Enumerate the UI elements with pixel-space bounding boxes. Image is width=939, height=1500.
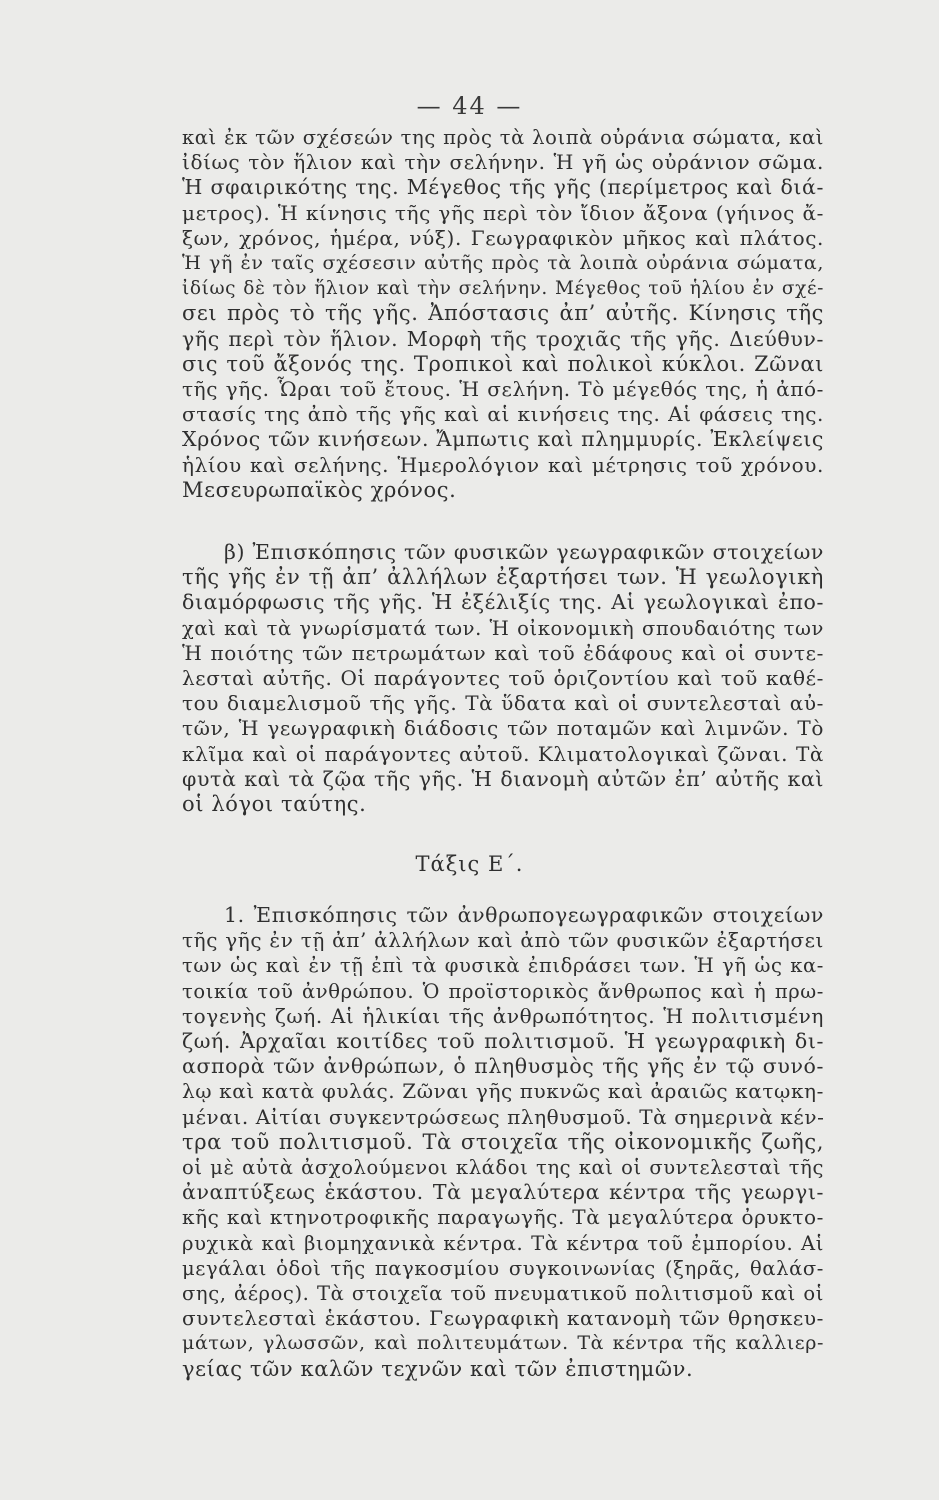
text-line: τῆς γῆς ἐν τῇ ἀπ’ ἀλλήλων καὶ ἀπὸ τῶν φυσικῶν ἐξαρτήσει: [182, 928, 824, 953]
text-line: Μεσευρωπαϊκὸς χρόνος.: [182, 477, 457, 502]
text-line: ἰδίως τὸν ἥλιον καὶ τὴν σελήνην. Ἡ γῆ ὡς οὐράνιον σῶμα.: [182, 150, 824, 175]
text-line: λεσταὶ αὐτῆς. Οἱ παράγοντες τοῦ ὁριζοντίου καὶ τοῦ καθέ-: [182, 666, 824, 691]
text-line: ἰδίως δὲ τὸν ἥλιον καὶ τὴν σελήνην. Μέγεθος τοῦ ἡλίου ἐν σχέ-: [182, 278, 824, 300]
text-line: λῳ καὶ κατὰ φυλάς. Ζῶναι γῆς πυκνῶς καὶ ἀραιῶς κατῳκη-: [182, 1079, 824, 1104]
text-line: γείας τῶν καλῶν τεχνῶν καὶ τῶν ἐπιστημῶν.: [182, 1356, 694, 1381]
section-heading: Τάξις Ε΄.: [415, 852, 524, 876]
text-line: 1. Ἐπισκόπησις τῶν ἀνθρωπογεωγραφικῶν στοιχείων: [224, 903, 824, 927]
text-line: ξων, χρόνος, ἡμέρα, νύξ). Γεωγραφικὸν μῆκος καὶ πλάτος.: [182, 225, 824, 250]
text-line: χαὶ καὶ τὰ γνωρίσματά των. Ἡ οἰκονομικὴ σπουδαιότης των: [182, 616, 824, 640]
text-line: καὶ ἐκ τῶν σχέσεών της πρὸς τὰ λοιπὰ οὐράνια σώματα, καὶ: [182, 126, 824, 149]
text-line: τρα τοῦ πολιτισμοῦ. Τὰ στοιχεῖα τῆς οἰκονομικῆς ζωῆς,: [182, 1129, 824, 1154]
text-line: τῶν, Ἡ γεωγραφικὴ διάδοσις τῶν ποταμῶν καὶ λιμνῶν. Τὸ: [182, 716, 824, 741]
text-line: ἡλίου καὶ σελήνης. Ἡμερολόγιον καὶ μέτρησις τοῦ χρόνου.: [182, 452, 824, 477]
text-line: μέναι. Αἰτίαι συγκεντρώσεως πληθυσμοῦ. Τὰ σημερινὰ κέν-: [182, 1104, 825, 1129]
text-line: ασπορὰ τῶν ἀνθρώπων, ὁ πληθυσμὸς τῆς γῆς ἐν τῷ συνό-: [182, 1054, 824, 1079]
text-line: σει πρὸς τὸ τῆς γῆς. Ἀπόστασις ἀπ’ αὐτῆς. Κίνησις τῆς: [182, 301, 824, 326]
text-line: των ὡς καὶ ἐν τῇ ἐπὶ τὰ φυσικὰ ἐπιδράσει των. Ἡ γῆ ὡς κα-: [182, 954, 824, 978]
paragraph-human-geography: [182, 903, 824, 1382]
text-line: οἱ μὲ αὐτὰ ἀσχολούμενοι κλάδοι της καὶ οἱ συντελεσταὶ τῆς: [182, 1156, 824, 1180]
paragraph-astronomical-geography: [182, 125, 824, 503]
text-line: σης, ἀέρος). Τὰ στοιχεῖα τοῦ πνευματικοῦ πολιτισμοῦ καὶ οἱ: [182, 1282, 824, 1306]
text-line: Χρόνος τῶν κινήσεων. Ἄμπωτις καὶ πλημμυρίς. Ἐκλείψεις: [182, 427, 824, 452]
text-line: Ἡ γῆ ἐν ταῖς σχέσεσιν αὐτῆς πρὸς τὰ λοιπὰ οὐράνια σώματα,: [182, 252, 824, 275]
text-line: τῆς γῆς ἐν τῇ ἀπ’ ἀλλήλων ἐξαρτήσει των. Ἡ γεωλογικὴ: [182, 565, 824, 590]
text-line: ρυχικὰ καὶ βιομηχανικὰ κέντρα. Τὰ κέντρα τοῦ ἐμπορίου. Αἱ: [182, 1231, 824, 1255]
text-line: τοικία τοῦ ἀνθρώπου. Ὁ προϊστορικὸς ἄνθρωπος καὶ ἡ πρω-: [182, 979, 824, 1003]
page-number: — 44 —: [416, 92, 523, 120]
text-line: διαμόρφωσις τῆς γῆς. Ἡ ἐξέλιξίς της. Αἱ γεωλογικαὶ ἐπο-: [182, 590, 824, 615]
text-line: Ἡ ποιότης τῶν πετρωμάτων καὶ τοῦ ἐδάφους καὶ οἱ συντε-: [182, 640, 824, 665]
paragraph-physical-geography: [182, 540, 824, 817]
text-line: ἀναπτύξεως ἑκάστου. Τὰ μεγαλύτερα κέντρα τῆς γεωργι-: [182, 1180, 824, 1205]
text-line: κλῖμα καὶ οἱ παράγοντες αὐτοῦ. Κλιματολογικαὶ ζῶναι. Τὰ: [182, 741, 824, 766]
text-line: τῆς γῆς. Ὧραι τοῦ ἔτους. Ἡ σελήνη. Τὸ μέγεθός της, ἡ ἀπό-: [182, 377, 824, 402]
text-line: φυτὰ καὶ τὰ ζῷα τῆς γῆς. Ἡ διανομὴ αὐτῶν ἐπ’ αὐτῆς καὶ: [182, 766, 824, 791]
text-line: ζωή. Ἀρχαῖαι κοιτίδες τοῦ πολιτισμοῦ. Ἡ γεωγραφικὴ δι-: [182, 1029, 824, 1054]
text-line: τογενὴς ζωή. Αἱ ἡλικίαι τῆς ἀνθρωπότητος. Ἡ πολιτισμένη: [182, 1003, 824, 1028]
text-line: κῆς καὶ κτηνοτροφικῆς παραγωγῆς. Τὰ μεγαλύτερα ὀρυκτο-: [182, 1205, 824, 1230]
text-line: σις τοῦ ἄξονός της. Τροπικοὶ καὶ πολικοὶ κύκλοι. Ζῶναι: [182, 351, 824, 376]
text-line: μετρος). Ἡ κίνησις τῆς γῆς περὶ τὸν ἴδιον ἄξονα (γήινος ἄ-: [182, 200, 824, 225]
text-line: β) Ἐπισκόπησις τῶν φυσικῶν γεωγραφικῶν στοιχείων: [224, 540, 824, 564]
text-line: γῆς περὶ τὸν ἥλιον. Μορφὴ τῆς τροχιᾶς τῆς γῆς. Διεύθυν-: [182, 326, 824, 351]
text-line: Ἡ σφαιρικότης της. Μέγεθος τῆς γῆς (περίμετρος καὶ διά-: [182, 175, 824, 200]
text-line: του διαμελισμοῦ τῆς γῆς. Τὰ ὕδατα καὶ οἱ συντελεσταὶ αὐ-: [182, 691, 824, 716]
text-line: μεγάλαι ὁδοὶ τῆς παγκοσμίου συγκοινωνίας (ξηρᾶς, θαλάσ-: [182, 1256, 824, 1280]
text-line: μάτων, γλωσσῶν, καὶ πολιτευμάτων. Τὰ κέντρα τῆς καλλιερ-: [182, 1332, 824, 1355]
text-line: οἱ λόγοι ταύτης.: [182, 792, 367, 817]
text-line: συντελεσταὶ ἑκάστου. Γεωγραφικὴ κατανομὴ τῶν θρησκευ-: [182, 1306, 824, 1331]
text-line: στασίς της ἀπὸ τῆς γῆς καὶ αἱ κινήσεις της. Αἱ φάσεις της.: [182, 402, 824, 427]
